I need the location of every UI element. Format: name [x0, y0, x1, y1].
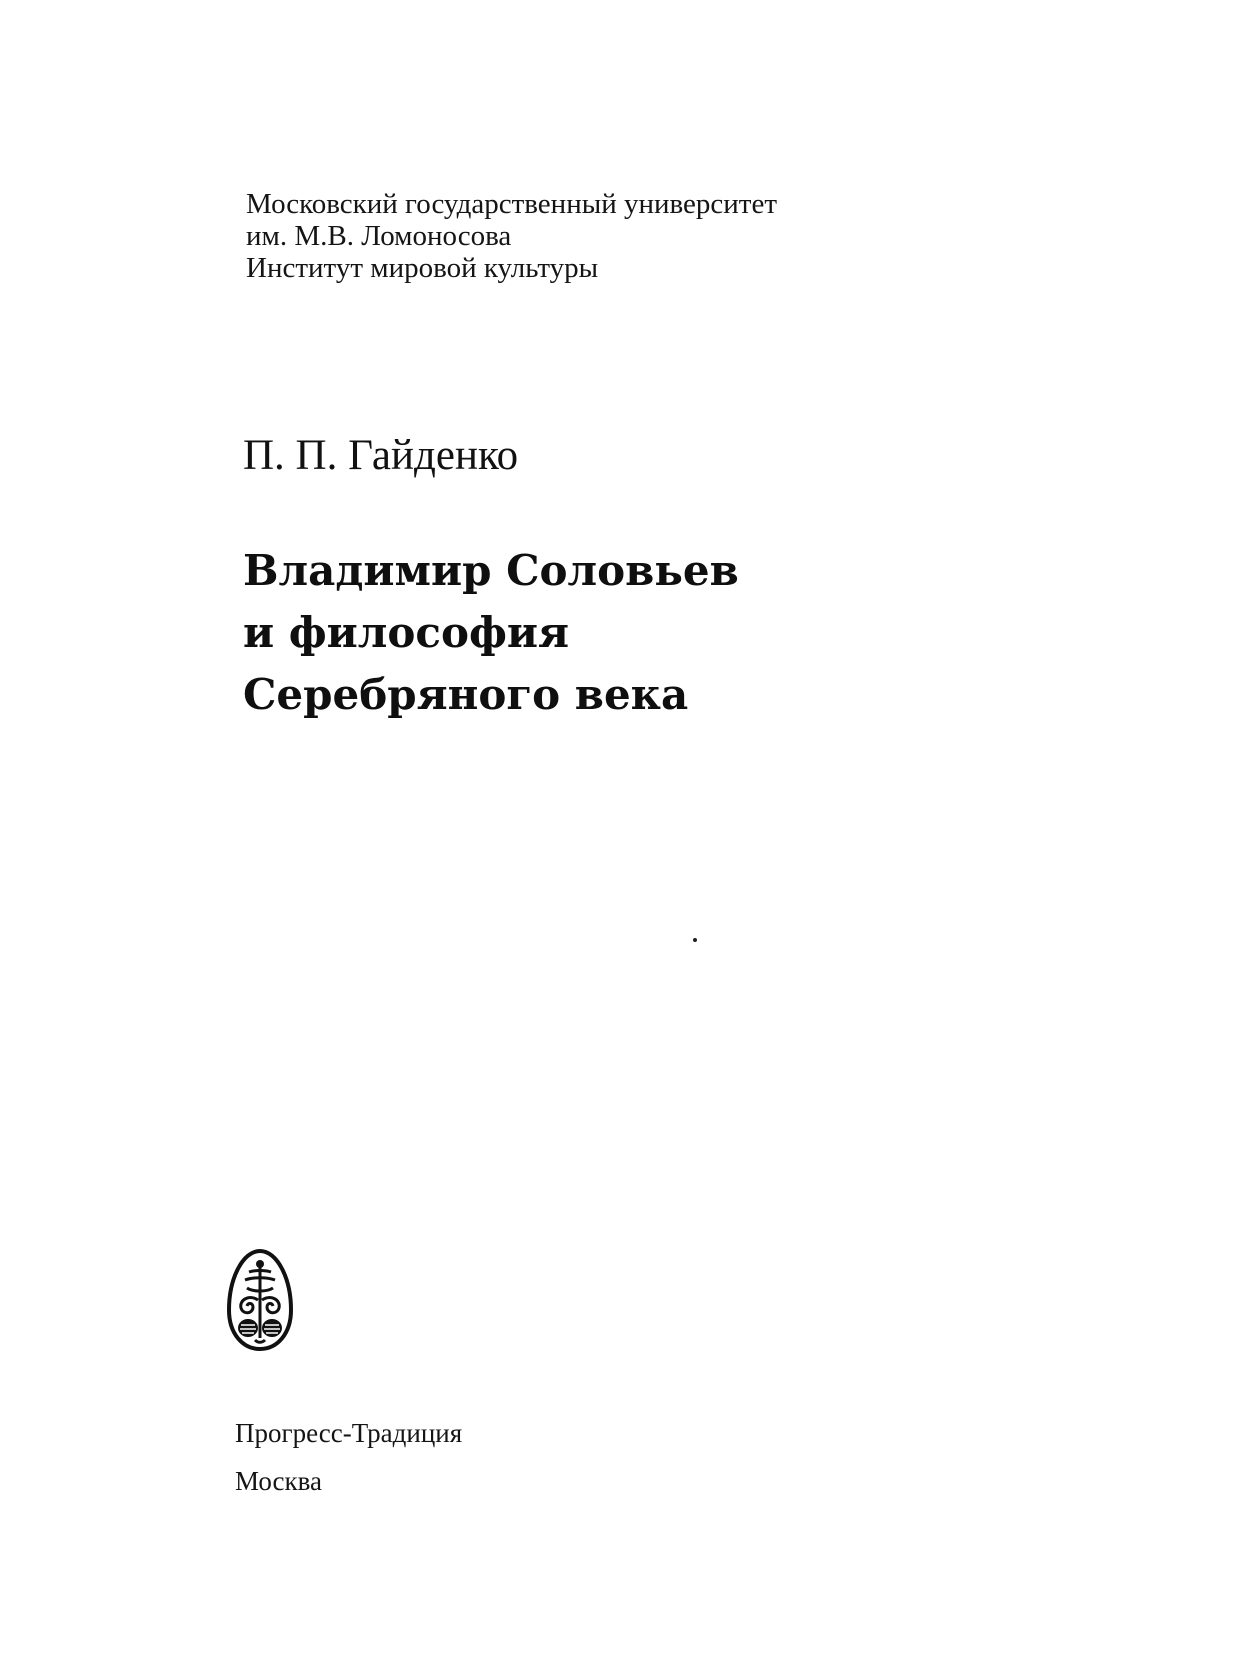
publisher-emblem-icon: [225, 1248, 295, 1352]
author-name: П. П. Гайденко: [243, 432, 519, 479]
publisher-name: Прогресс-Традиция: [235, 1418, 463, 1448]
stray-dot: [693, 938, 697, 942]
institution-line-university: Московский государственный университет: [246, 188, 778, 220]
institution-line-named-after: им. М.В. Ломоносова: [246, 220, 512, 252]
book-title-line-2: и философия: [243, 608, 570, 657]
institution-block: [246, 188, 777, 284]
publisher-city: Москва: [235, 1466, 322, 1496]
book-title: [243, 540, 739, 726]
book-title-line-3: Серебряного века: [243, 670, 689, 719]
institution-line-institute: Институт мировой культуры: [246, 252, 599, 284]
book-title-line-1: Владимир Соловьев: [243, 546, 739, 595]
publisher-block: [235, 1409, 462, 1505]
